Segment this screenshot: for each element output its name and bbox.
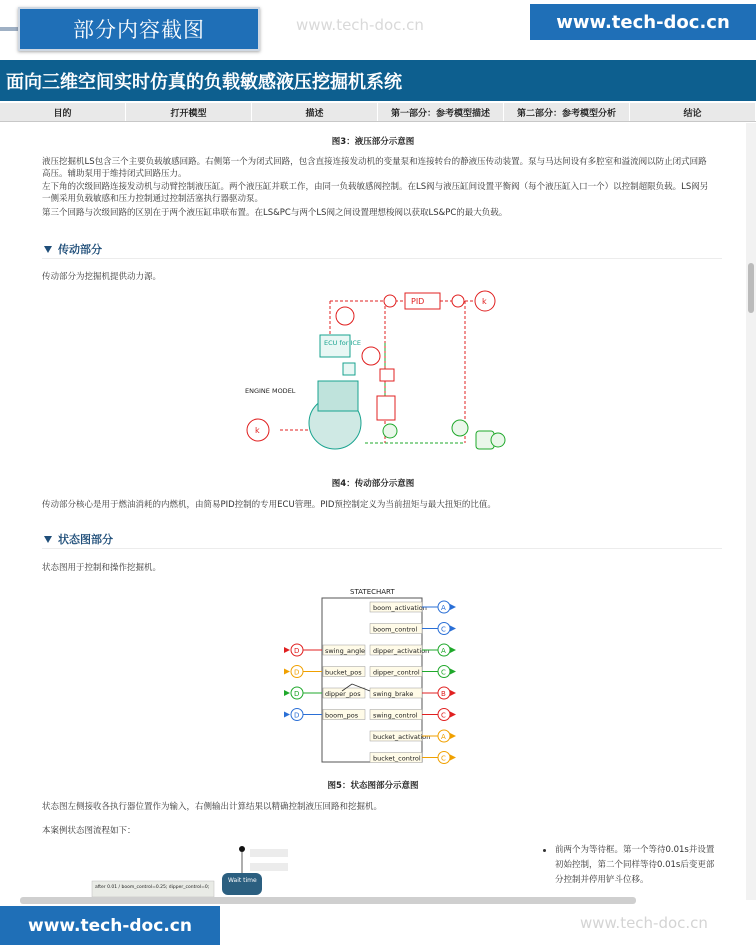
output-port-label: C: [441, 754, 446, 763]
arrow-icon: [450, 604, 456, 610]
document-content: [0, 123, 746, 900]
flow-note: [250, 849, 288, 857]
output-port-label: A: [441, 604, 446, 612]
flow-diagram: [90, 843, 300, 900]
flow-note: [250, 863, 288, 871]
arrow-icon: [450, 755, 456, 761]
arrow-icon: [284, 690, 290, 696]
output-boom_control: boom_control: [373, 625, 418, 634]
top-banner: [0, 0, 756, 58]
page-title: 面向三维空间实时仿真的负载敏感液压挖掘机系统: [0, 60, 756, 101]
collapse-triangle-icon: [44, 536, 52, 543]
badge-text: 部分内容截图: [73, 18, 205, 42]
horizontal-scrollbar[interactable]: [20, 897, 636, 904]
ecu-label: ECU for ICE: [324, 339, 362, 347]
arrow-icon: [450, 690, 456, 696]
flow-intro: 本案例状态图流程如下：: [42, 826, 136, 836]
site-url-top[interactable]: www.tech-doc.cn: [530, 4, 756, 40]
fig5-caption: 图5：状态图部分示意图: [327, 781, 419, 791]
output-port-label: C: [441, 711, 446, 720]
vertical-scrollbar[interactable]: [746, 123, 756, 900]
pid-label: PID: [411, 297, 425, 306]
site-url-bottom[interactable]: www.tech-doc.cn: [0, 906, 220, 945]
input-port-label: D: [294, 690, 300, 698]
tab-description[interactable]: 描述: [252, 103, 378, 121]
arrow-icon: [450, 647, 456, 653]
tab-open-model[interactable]: 打开模型: [126, 103, 252, 121]
statechart-title: STATECHART: [350, 588, 395, 596]
state-intro: 状态图用于控制和操作挖掘机。: [42, 563, 162, 573]
section-state-heading[interactable]: [44, 531, 113, 547]
input-dipper_pos: dipper_pos: [325, 690, 361, 698]
output-bucket_activation: bucket_activation: [373, 733, 431, 741]
divider: [42, 548, 722, 549]
paragraph-hydraulic-3: 第三个回路与次级回路的区别在于两个液压缸串联布置。在LS&PC与两个LS阀之间设置理想梭阀以获取LS&PC的最大负载。: [42, 208, 508, 218]
wait-time-label: Wait time: [228, 877, 257, 884]
arrow-icon: [450, 669, 456, 675]
fig3-caption: 图3：液压部分示意图: [331, 137, 415, 147]
flow-start-node: [239, 846, 245, 852]
output-dipper_activation: dipper_activation: [373, 647, 430, 655]
output-boom_activation: boom_activation: [373, 604, 427, 612]
input-bucket_pos: bucket_pos: [325, 668, 362, 677]
tab-conclusion[interactable]: 结论: [630, 103, 756, 121]
output-port-label: C: [441, 668, 446, 677]
output-swing_control: swing_control: [373, 711, 418, 720]
engine-model-label: ENGINE MODEL: [245, 387, 296, 395]
watermark-top: www.tech-doc.cn: [296, 16, 424, 34]
statechart-diagram: [280, 585, 470, 765]
output-dipper_control: dipper_control: [373, 668, 420, 677]
section-drive-title: 传动部分: [58, 243, 102, 256]
arrow-icon: [284, 712, 290, 718]
arrow-icon: [284, 647, 290, 653]
section-tabs: [0, 103, 756, 122]
output-port-label: A: [441, 647, 446, 655]
arrow-icon: [450, 733, 456, 739]
input-boom_pos: boom_pos: [325, 711, 359, 720]
arrow-icon: [284, 669, 290, 675]
k-label-right: k: [482, 297, 487, 306]
drive-diagram: [240, 283, 510, 473]
flow-action-text: after 0.01 / boom_control=0.25; dipper_control=0;: [95, 885, 210, 890]
tab-part-two[interactable]: 第二部分：参考模型分析: [504, 103, 630, 121]
paragraph-hydraulic-1: 液压挖掘机LS包含三个主要负载敏感回路。右侧第一个为闭式回路，包含直接连接发动机的变量泵和连接转台的静液压传动装置。泵与马达间设有多腔室和溢流阀以防止闭式回路高压。辅助泵用于维持闭式回路压力。: [42, 157, 707, 179]
output-bucket_control: bucket_control: [373, 754, 421, 763]
collapse-triangle-icon: [44, 246, 52, 253]
paragraph-hydraulic-2: 左下角的次级回路连接发动机与动臂控制液压缸。两个液压缸并联工作，由同一负载敏感阀控制。在LS阀与液压缸间设置平衡阀（每个液压缸入口一个）以控制超限负载。LS阀另一侧采用负载敏感和压力控制通过控制活塞执行器驱动泵。: [42, 182, 709, 204]
input-swing_angle: swing_angle: [325, 647, 366, 655]
drive-intro: 传动部分为挖掘机提供动力源。: [42, 272, 162, 282]
flow-bullet: [555, 843, 715, 888]
output-port-label: B: [441, 690, 446, 698]
drive-description: 传动部分核心是用于燃油消耗的内燃机，由简易PID控制的专用ECU管理。PID预控制定义为当前扭矩与最大扭矩的比值。: [42, 500, 496, 510]
output-port-label: C: [441, 625, 446, 634]
input-port-label: D: [294, 711, 300, 720]
divider: [42, 258, 722, 259]
output-port-label: A: [441, 733, 446, 741]
arrow-icon: [450, 626, 456, 632]
k-label-left: k: [255, 426, 260, 435]
screenshot-badge: [18, 7, 260, 51]
arrow-icon: [450, 712, 456, 718]
tab-part-one[interactable]: 第一部分：参考模型描述: [378, 103, 504, 121]
output-swing_brake: swing_brake: [373, 690, 414, 698]
section-state-title: 状态图部分: [58, 533, 113, 546]
flow-bullet-text: 前两个为等待框。第一个等待0.01s并设置初始控制，第二个同样等待0.01s后变更部分控制并停用铲斗位移。: [555, 845, 715, 885]
input-port-label: D: [294, 647, 300, 655]
scroll-thumb[interactable]: [748, 263, 754, 313]
watermark-bottom: www.tech-doc.cn: [580, 914, 708, 932]
tab-purpose[interactable]: 目的: [0, 103, 126, 121]
section-drive-heading[interactable]: [44, 241, 102, 257]
fig4-caption: 图4：传动部分示意图: [331, 479, 415, 489]
bullet-dot: [543, 849, 546, 852]
input-port-label: D: [294, 668, 300, 677]
state-description: 状态图左侧接收各执行器位置作为输入，右侧输出计算结果以精确控制液压回路和挖掘机。: [42, 802, 383, 812]
